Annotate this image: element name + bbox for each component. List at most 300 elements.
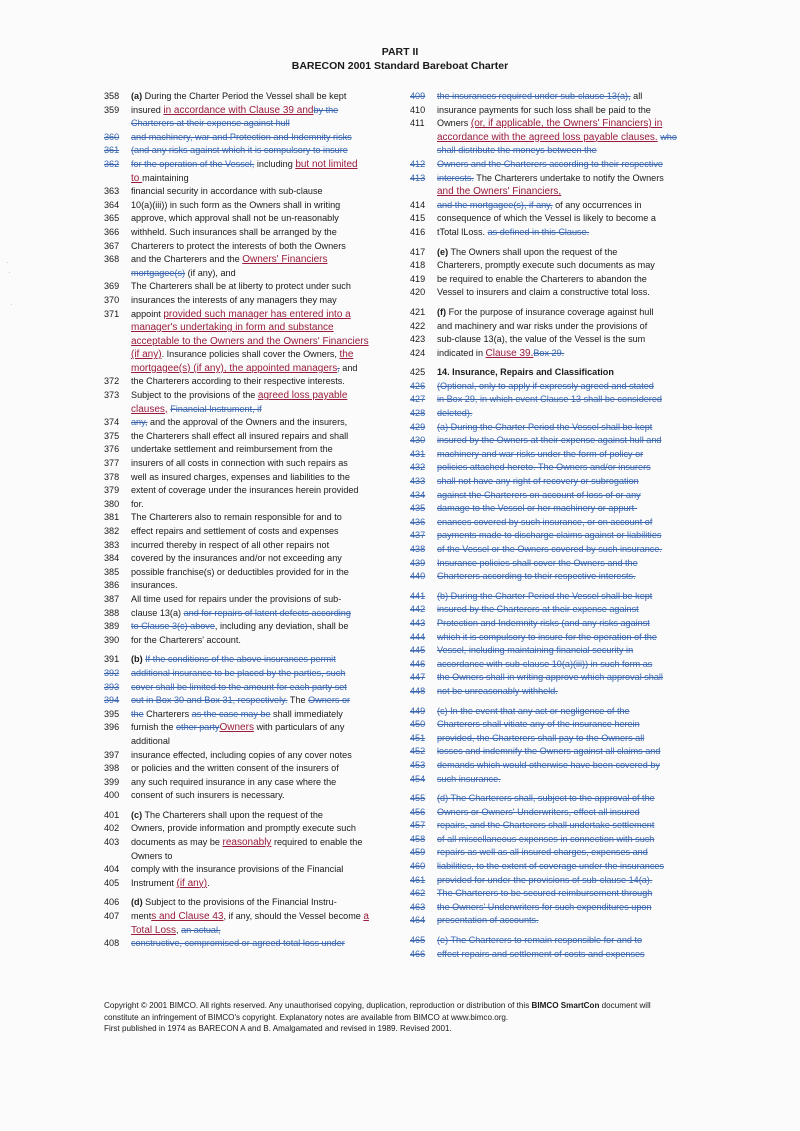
deleted-text: effect repairs and settlement of costs and expenses — [437, 948, 645, 959]
text-line — [104, 593, 394, 607]
line-number: 365 — [104, 213, 120, 224]
line-text — [131, 822, 394, 836]
line-text — [437, 333, 700, 347]
plain-text: The Charterers shall be at liberty to protect under such — [131, 281, 351, 292]
text-line — [410, 117, 700, 131]
text-line — [104, 877, 394, 891]
deleted-text: (and any risks against which it is compulsory to insure — [131, 145, 348, 156]
plain-text: Owners, provide information and promptly execute such — [131, 823, 356, 834]
line-number: 394 — [104, 695, 120, 706]
line-text — [131, 185, 394, 199]
line-text — [437, 617, 700, 631]
line-text — [437, 833, 700, 847]
plain-text: all — [630, 91, 643, 101]
text-line — [410, 434, 700, 448]
line-text — [131, 511, 394, 525]
line-number: 422 — [410, 320, 426, 331]
deleted-text: Charterers shall vitiate any of the insurance herein — [437, 719, 640, 730]
line-number: 388 — [104, 607, 120, 618]
text-line — [104, 321, 394, 335]
text-line — [104, 681, 394, 695]
plain-text: insurances. — [131, 580, 178, 591]
plain-text: Charterers, promptly execute such documents as may — [437, 260, 655, 271]
inserted-text: provided such manager has entered into a — [163, 308, 351, 320]
text-line — [104, 294, 394, 308]
line-number: 371 — [104, 308, 120, 319]
line-text — [437, 860, 700, 874]
line-number: 386 — [104, 580, 120, 591]
deleted-text: policies attached hereto. The Owners and/or insurers — [437, 462, 651, 473]
inserted-text: the — [339, 349, 354, 361]
line-number: 453 — [410, 759, 426, 770]
plain-text: shall immediately — [270, 708, 343, 719]
text-line — [410, 617, 700, 631]
text-line — [104, 896, 394, 910]
plain-text: maintaining — [142, 172, 189, 183]
plain-text: well as insured charges, expenses and liabilities to the — [131, 471, 350, 482]
deleted-text: shall not have any right of recovery or subrogation — [437, 476, 639, 487]
line-number: 368 — [104, 254, 120, 265]
text-line — [410, 393, 700, 407]
text-line — [410, 273, 700, 287]
deleted-text: not be unreasonably withheld. — [437, 685, 558, 696]
line-number: 448 — [410, 685, 426, 696]
plain-text: , if any, should the Vessel become — [223, 911, 364, 922]
line-number: 426 — [410, 380, 426, 391]
text-line — [410, 104, 700, 118]
plain-text: insurances the interests of any managers they may — [131, 294, 337, 305]
text-line — [410, 144, 700, 158]
text-line — [410, 185, 700, 199]
plain-text: withheld. Such insurances shall be arranged by the — [131, 226, 337, 237]
line-text — [437, 131, 700, 145]
line-text — [437, 948, 700, 962]
text-line — [104, 416, 394, 430]
line-text — [131, 280, 394, 294]
line-text — [131, 430, 394, 444]
text-line — [104, 721, 394, 735]
deleted-text: presentation of accounts. — [437, 915, 539, 926]
text-line — [104, 240, 394, 254]
line-text — [437, 273, 700, 287]
plain-text: insured — [131, 104, 164, 115]
line-number: 430 — [410, 435, 426, 446]
text-line — [104, 484, 394, 498]
text-line — [104, 144, 394, 158]
inserted-text: (if any) — [131, 349, 162, 361]
line-text — [131, 131, 394, 145]
text-line — [104, 789, 394, 803]
line-text — [131, 144, 394, 158]
text-line — [104, 653, 394, 667]
line-text — [131, 749, 394, 763]
text-line — [410, 948, 700, 962]
plain-text: insurance payments for such loss shall be paid to the — [437, 104, 651, 115]
deleted-text: Charterers at their expense against hull — [131, 118, 290, 129]
left-text-column — [104, 90, 394, 951]
scan-mark: · — [6, 258, 9, 267]
plain-text: Subject to the provisions of the Financial Instru- — [142, 897, 337, 908]
text-line — [104, 539, 394, 553]
deleted-text: mortgagee(s) — [131, 267, 186, 278]
plain-text: for. — [131, 498, 144, 509]
text-line — [410, 846, 700, 860]
line-number: 434 — [410, 489, 426, 500]
deleted-text: as the case may be — [191, 708, 271, 719]
line-text — [131, 607, 394, 621]
line-number: 441 — [410, 590, 426, 601]
plain-text: covered by the insurances and/or not exceeding any — [131, 553, 342, 564]
line-number: 456 — [410, 806, 426, 817]
line-text — [437, 366, 700, 380]
line-text — [131, 416, 394, 430]
plain-text: tTotal lLoss — [437, 226, 483, 237]
text-line — [410, 246, 700, 260]
plain-text: consent of such insurers is necessary. — [131, 790, 285, 801]
deleted-text: payments made to discharge claims against or liabilities — [437, 530, 662, 541]
inserted-text: clauses, — [131, 403, 168, 415]
line-text — [131, 375, 394, 389]
plain-text: indicated in — [437, 347, 486, 358]
text-line — [104, 749, 394, 763]
text-line — [410, 489, 700, 503]
line-number: 383 — [104, 539, 120, 550]
text-line — [104, 924, 394, 938]
deleted-text: Owners and the Charterers according to their respective — [437, 158, 663, 169]
plain-text: The Charterers undertake to notify the Owners — [473, 172, 664, 183]
text-line — [410, 516, 700, 530]
plain-text: clause 13(a) — [131, 607, 184, 618]
text-line — [410, 90, 700, 104]
plain-text: and machinery and war risks under the provisions of — [437, 320, 648, 331]
line-text — [131, 199, 394, 213]
line-text — [437, 557, 700, 571]
text-line — [104, 280, 394, 294]
line-text — [131, 924, 394, 938]
text-line — [104, 199, 394, 213]
line-text — [437, 759, 700, 773]
line-number: 464 — [410, 915, 426, 926]
line-number: 374 — [104, 417, 120, 428]
line-number: 433 — [410, 476, 426, 487]
line-text — [437, 732, 700, 746]
line-text — [437, 934, 700, 948]
plain-text: The Owners shall upon the request of the — [448, 246, 618, 257]
text-line — [410, 806, 700, 820]
line-text — [131, 172, 394, 186]
plain-text: effect repairs and settlement of costs and expenses — [131, 526, 339, 536]
line-text — [437, 172, 700, 186]
line-text — [437, 745, 700, 759]
line-number: 454 — [410, 773, 426, 784]
scan-mark: · — [8, 268, 11, 277]
line-text — [437, 489, 700, 503]
text-line — [410, 914, 700, 928]
deleted-text: and machinery, war and Protection and Indemnity risks — [131, 131, 352, 142]
line-number: 379 — [104, 485, 120, 496]
line-text — [437, 846, 700, 860]
deleted-text: (b) During the Charter Period the Vessel shall be kept — [437, 590, 653, 601]
line-number: 465 — [410, 935, 426, 946]
line-number: 367 — [104, 240, 120, 251]
plain-text: and the Charterers and the — [131, 254, 243, 265]
deleted-text: the Owners shall in writing approve which approval shall — [437, 672, 663, 683]
line-text — [131, 253, 394, 267]
line-text — [437, 199, 700, 213]
deleted-text: such insurance. — [437, 773, 501, 784]
line-text — [131, 762, 394, 776]
line-text — [131, 308, 394, 322]
line-text — [131, 240, 394, 254]
plain-text: Subject to the provisions of the — [131, 390, 258, 401]
line-number: 455 — [410, 793, 426, 804]
line-number: 460 — [410, 861, 426, 872]
deleted-text: any, — [131, 417, 148, 428]
text-line — [410, 461, 700, 475]
line-text — [437, 407, 700, 421]
text-line — [410, 671, 700, 685]
text-line — [410, 543, 700, 557]
plain-text: . — [482, 226, 488, 237]
document-title: BARECON 2001 Standard Bareboat Charter — [291, 60, 509, 72]
line-number: 377 — [104, 458, 120, 469]
plain-text: possible franchise(s) or deductibles provided for in the — [131, 566, 349, 577]
line-text — [437, 306, 700, 320]
deleted-text: an actual, — [181, 924, 221, 935]
line-text — [131, 667, 394, 681]
line-text — [131, 484, 394, 498]
deleted-text: Charterers according to their respective interests. — [437, 571, 636, 582]
line-text — [131, 403, 394, 417]
line-number: 408 — [104, 938, 120, 949]
text-line — [410, 685, 700, 699]
text-line — [104, 117, 394, 131]
text-line — [410, 901, 700, 915]
part-heading: PART II — [381, 46, 419, 58]
line-text — [131, 836, 394, 850]
plain-text: incurred thereby in respect of all other repairs not — [131, 539, 330, 550]
line-number: 452 — [410, 746, 426, 757]
line-number: 390 — [104, 634, 120, 645]
line-number: 361 — [104, 145, 120, 156]
plain-text: The Charterers shall upon the request of the — [142, 809, 323, 820]
text-line — [104, 375, 394, 389]
line-text — [131, 566, 394, 580]
plain-text: , — [176, 924, 182, 935]
line-text — [131, 863, 394, 877]
text-line — [104, 822, 394, 836]
inserted-text: (or, if applicable, the Owners' Financiers) in — [470, 118, 663, 130]
line-text — [131, 267, 394, 281]
line-number: 417 — [410, 246, 426, 257]
bold-text: (c) — [131, 809, 143, 820]
deleted-text: the Owners' Underwriters for such expenditures upon — [437, 901, 652, 912]
text-line — [104, 90, 394, 104]
line-number: 425 — [410, 367, 426, 378]
text-line — [104, 267, 394, 281]
line-text — [437, 806, 700, 820]
plain-text: 10(a)(iii)) in such form as the Owners shall in writing — [131, 199, 341, 210]
line-number: 415 — [410, 213, 426, 224]
line-text — [131, 910, 394, 924]
line-text — [131, 158, 394, 172]
deleted-text: additional insurance to be placed by the parties, such — [131, 667, 346, 678]
line-number: 393 — [104, 681, 120, 692]
line-number: 402 — [104, 823, 120, 834]
line-text — [131, 634, 394, 648]
plain-text: financial security in accordance with sub-clause — [131, 186, 323, 197]
line-text — [437, 773, 700, 787]
line-number: 446 — [410, 658, 426, 669]
text-line — [410, 631, 700, 645]
deleted-text: (c) In the event that any act or negligence of the — [437, 705, 630, 716]
text-line — [410, 792, 700, 806]
line-text — [437, 90, 700, 104]
line-number: 380 — [104, 498, 120, 509]
plain-text: ment — [131, 911, 152, 922]
plain-text: Charterers — [143, 708, 192, 719]
line-text — [131, 117, 394, 131]
text-line — [104, 253, 394, 267]
text-line — [104, 511, 394, 525]
plain-text: Instrument — [131, 877, 177, 888]
text-line — [104, 566, 394, 580]
text-line — [410, 259, 700, 273]
plain-text: with particulars of any — [253, 722, 345, 733]
line-text — [437, 529, 700, 543]
line-number: 392 — [104, 667, 120, 678]
deleted-text: insured by the Charterers at their expense against — [437, 604, 639, 615]
line-text — [131, 809, 394, 823]
deleted-text: Protection and Indemnity risks (and any risks against — [437, 617, 650, 628]
line-number: 435 — [410, 503, 426, 514]
deleted-text: losses and indemnify the Owners against all claims and — [437, 746, 661, 757]
line-number: 404 — [104, 864, 120, 875]
text-line — [410, 759, 700, 773]
line-number: 461 — [410, 874, 426, 885]
text-line — [410, 557, 700, 571]
line-text — [131, 471, 394, 485]
line-number: 381 — [104, 512, 120, 523]
text-line — [104, 525, 394, 539]
text-line — [410, 718, 700, 732]
deleted-text: as defined in this Clause. — [487, 226, 590, 237]
deleted-text: Financial Instrument, if — [170, 403, 262, 414]
text-line — [410, 366, 700, 380]
inserted-text: reasonably — [222, 837, 272, 849]
line-text — [131, 335, 394, 349]
line-number: 369 — [104, 281, 120, 292]
line-number: 437 — [410, 530, 426, 541]
deleted-text: (d) The Charterers shall, subject to the approval of the — [437, 793, 655, 804]
line-number: 438 — [410, 544, 426, 554]
line-text — [131, 937, 394, 951]
plain-text: furnish the — [131, 722, 176, 733]
line-text — [131, 694, 394, 708]
text-line — [410, 658, 700, 672]
line-text — [437, 246, 700, 260]
line-text — [131, 212, 394, 226]
plain-text: required to enable the — [271, 837, 363, 848]
deleted-text: Owners or — [308, 695, 351, 706]
line-text — [131, 721, 394, 735]
line-text — [131, 620, 394, 634]
plain-text: be required to enable the Charterers to abandon the — [437, 273, 647, 284]
text-line — [410, 306, 700, 320]
line-number: 442 — [410, 604, 426, 615]
text-line — [104, 185, 394, 199]
text-line — [104, 443, 394, 457]
plain-text: Charterers to protect the interests of both the Owners — [131, 240, 346, 251]
line-number: 409 — [410, 91, 426, 101]
line-number: 412 — [410, 158, 426, 169]
deleted-text: The Charterers to be secured reimbursement through — [437, 888, 653, 899]
plain-text: the Charterers according to their respective interests. — [131, 376, 345, 387]
line-text — [131, 579, 394, 593]
text-line — [410, 333, 700, 347]
plain-text: extent of coverage under the insurances herein provided — [131, 485, 359, 496]
line-text — [437, 819, 700, 833]
line-text — [437, 502, 700, 516]
deleted-text: enances covered by such insurance, or on account of — [437, 516, 653, 527]
deleted-text: repairs as well as all insured charges, expenses and — [437, 847, 648, 858]
deleted-text: of all miscellaneous expenses in connection with such — [437, 833, 655, 844]
deleted-text: Owners or Owners' Underwriters, effect all insured — [437, 806, 640, 817]
line-number: 447 — [410, 672, 426, 683]
deleted-text: deleted). — [437, 408, 473, 419]
text-line — [104, 620, 394, 634]
deleted-text: demands which would otherwise have been covered by — [437, 759, 660, 770]
deleted-text: the — [131, 708, 144, 719]
plain-text: Owners to — [131, 850, 173, 861]
deleted-text: who — [660, 131, 677, 142]
line-text — [131, 294, 394, 308]
line-number: 397 — [104, 749, 120, 760]
text-line — [104, 403, 394, 417]
text-line — [104, 762, 394, 776]
plain-text: The Charterers also to remain responsible for and to — [131, 512, 342, 523]
text-line — [104, 910, 394, 924]
line-text — [437, 185, 700, 199]
deleted-text: by the — [313, 104, 339, 115]
text-line — [410, 199, 700, 213]
line-text — [131, 226, 394, 240]
inserted-text: s and Clause 43 — [151, 911, 224, 923]
line-text — [131, 708, 394, 722]
line-text — [437, 570, 700, 584]
text-line — [410, 407, 700, 421]
line-text — [437, 158, 700, 172]
deleted-text: machinery and war risks under the form of policy or — [437, 448, 644, 459]
line-number: 432 — [410, 462, 426, 473]
plain-text: During the Charter Period the Vessel shall be kept — [142, 91, 347, 101]
plain-text: For the purpose of insurance coverage against hull — [446, 306, 654, 317]
line-text — [131, 348, 394, 362]
line-number: 359 — [104, 104, 120, 115]
text-line — [104, 158, 394, 172]
line-text — [437, 461, 700, 475]
text-line — [104, 694, 394, 708]
deleted-text: interests. — [437, 172, 474, 183]
deleted-text: damage to the Vessel or her machinery or appurt- — [437, 503, 638, 514]
line-number: 375 — [104, 430, 120, 441]
line-text — [131, 321, 394, 335]
deleted-text: the insurances required under sub-clause 13(a), — [437, 91, 631, 101]
text-line — [410, 421, 700, 435]
deleted-text: Vessel, including maintaining financial security in — [437, 645, 634, 656]
line-number: 366 — [104, 226, 120, 237]
bold-text: (a) — [131, 91, 143, 101]
